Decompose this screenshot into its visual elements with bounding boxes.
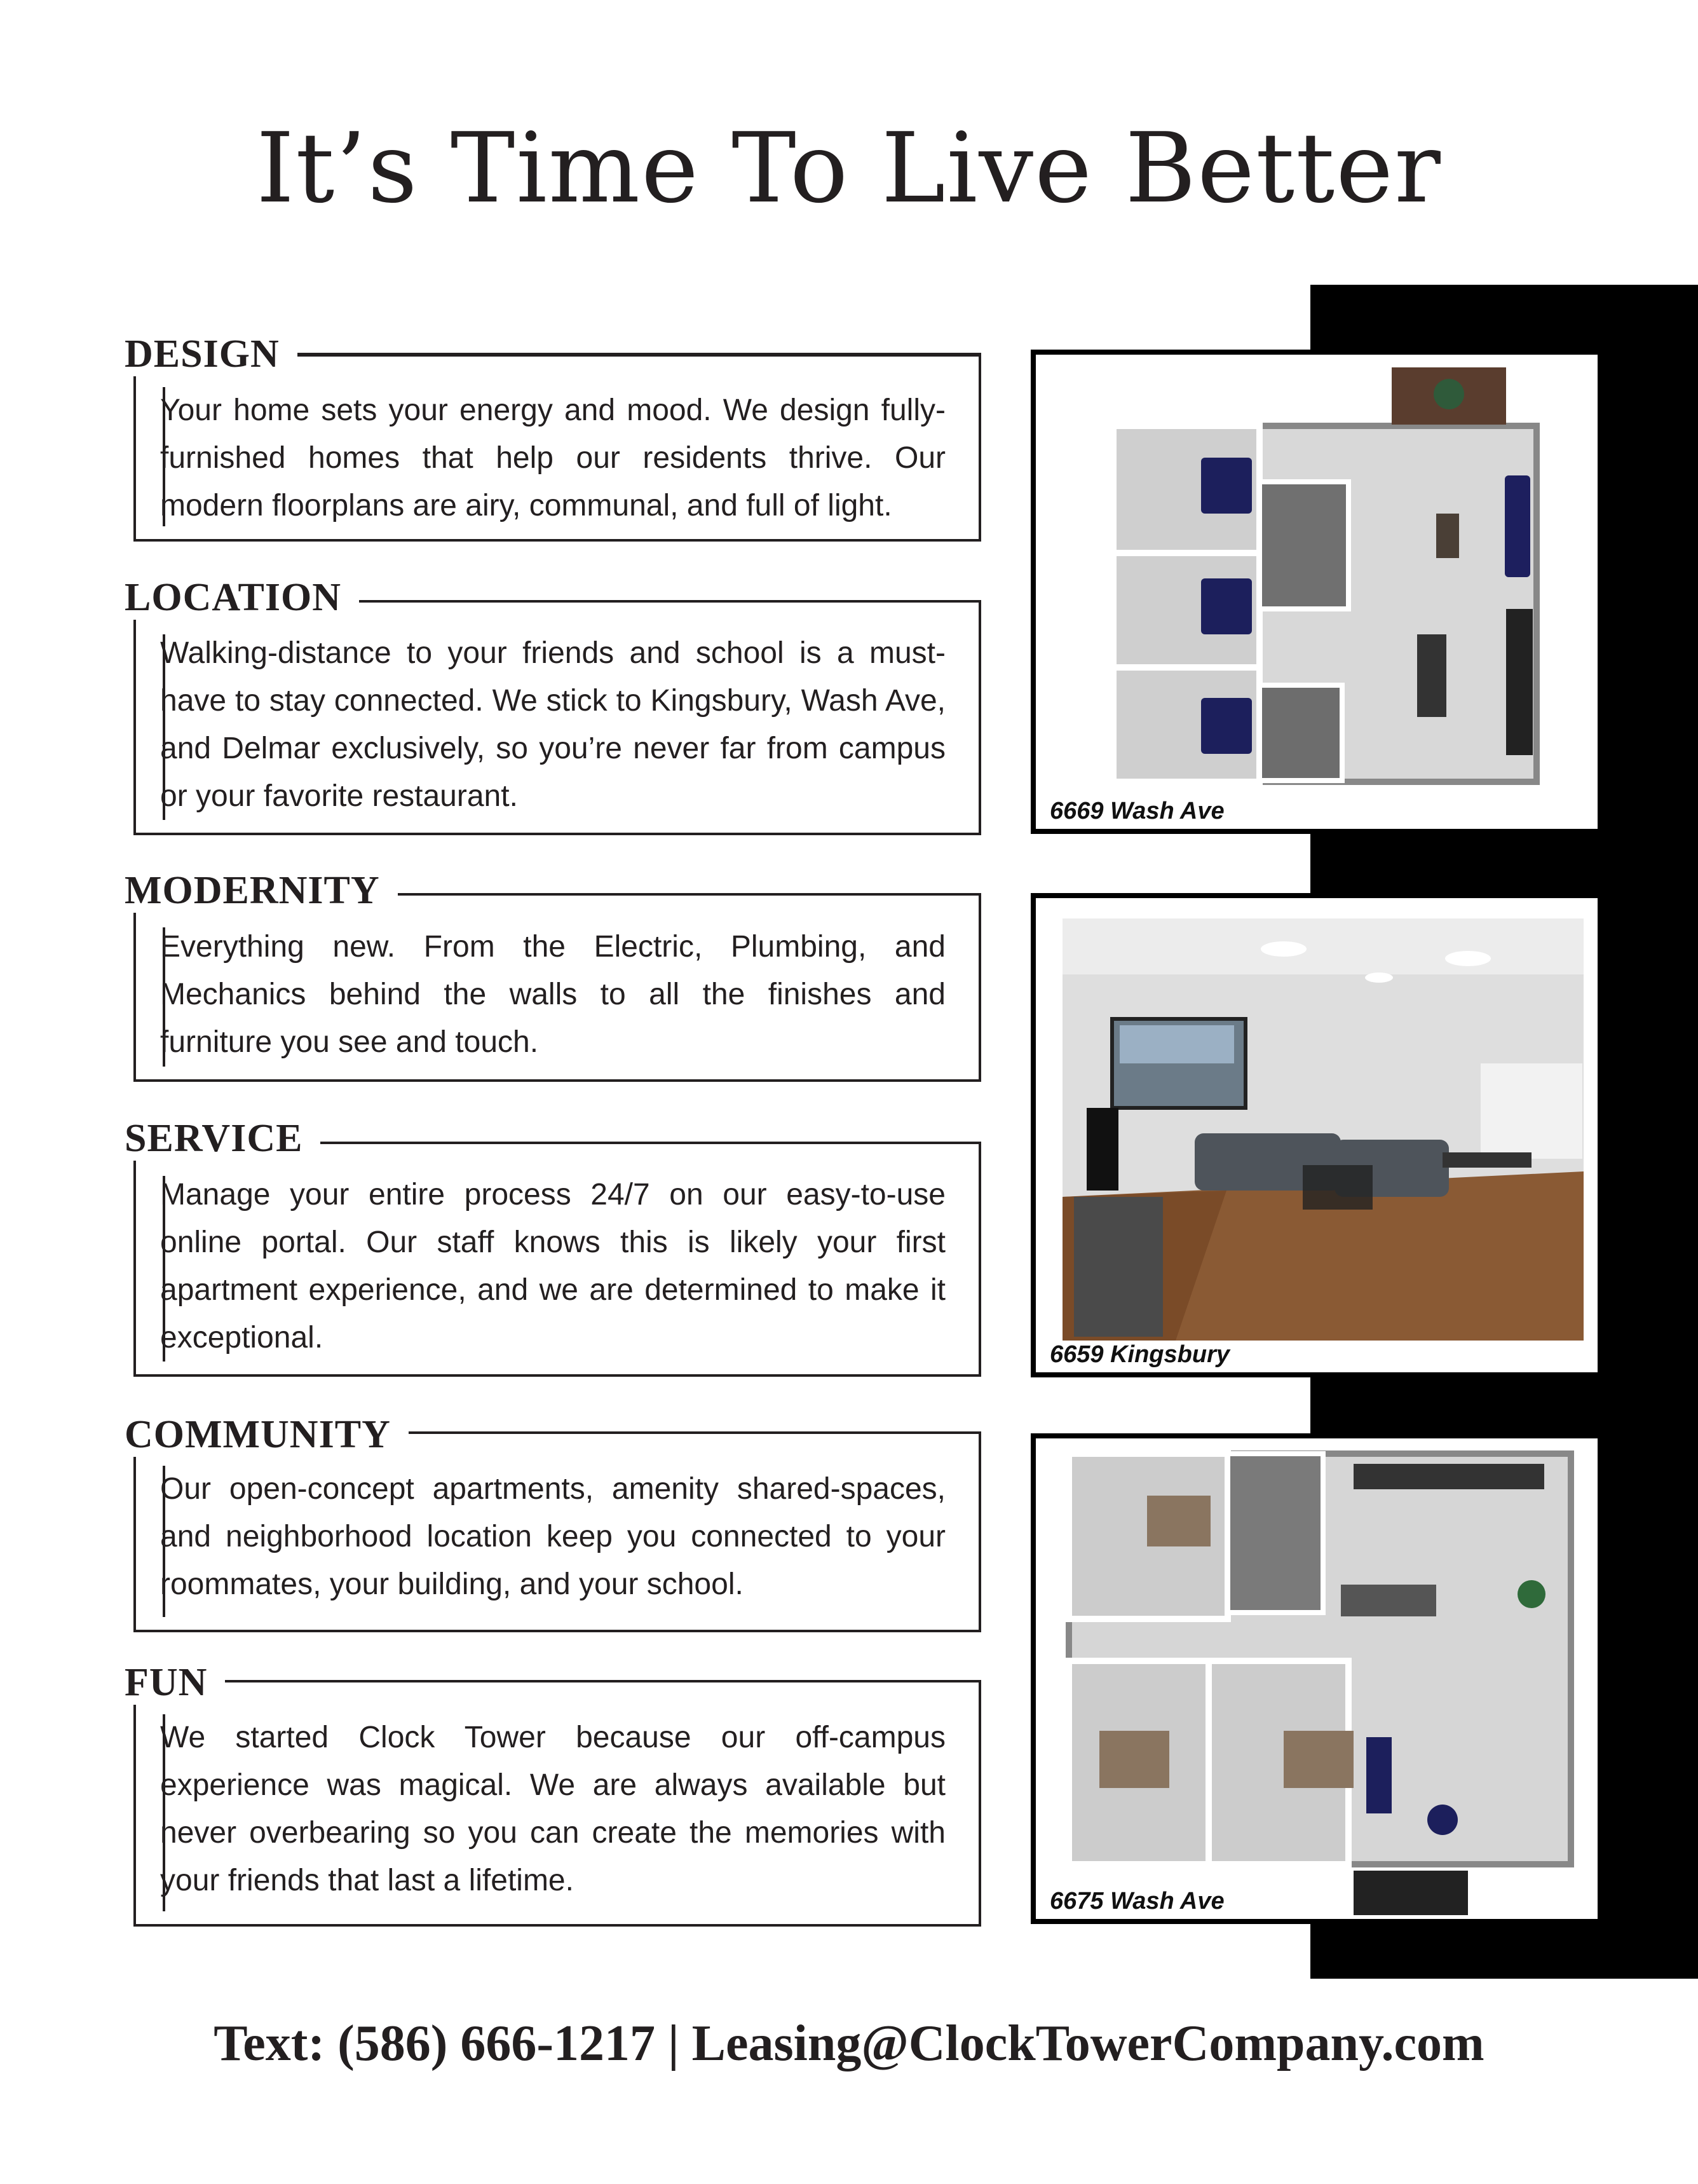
photo-caption-6675: 6675 Wash Ave — [1050, 1888, 1225, 1914]
section-body-service: Manage your entire process 24/7 on our easy-to-use online portal. Our staff knows this is likely your first apartment experience, and we are determined to make it exceptional. — [160, 1178, 946, 1355]
section-heading-fun: FUN — [125, 1660, 225, 1705]
interior-photo-graphic — [1036, 898, 1598, 1372]
section-body-community: Our open-concept apartments, amenity shared-spaces, and neighborhood location keep you connected to your roommates, your building, and your school. — [160, 1472, 946, 1601]
section-body-design: Your home sets your energy and mood. We design fully-furnished homes that help our residents thrive. Our modern floorplans are airy, communal, and full of light. — [160, 393, 946, 522]
section-body-fun: We started Clock Tower because our off-campus experience was magical. We are always available but never overbearing so you can create the memories with your friends that last a lifetime. — [160, 1721, 946, 1897]
interior-photo-6659 — [1031, 893, 1603, 1377]
floorplan-3-graphic — [1036, 1438, 1598, 1919]
photo-caption-6659: 6659 Kingsbury — [1050, 1341, 1230, 1368]
floorplan-image-6675 — [1031, 1433, 1603, 1924]
section-heading-modernity: MODERNITY — [125, 868, 398, 913]
section-body-location: Walking-distance to your friends and school is a must-have to stay connected. We stick to Kingsbury, Wash Ave, and Delmar exclusively, so you’re never far from campus or your favorite restaurant. — [160, 636, 946, 813]
floorplan-image-6669 — [1031, 350, 1603, 834]
contact-footer: Text: (586) 666-1217 | Leasing@ClockTowerCompany.com — [214, 2016, 1484, 2071]
photo-caption-6669: 6669 Wash Ave — [1050, 798, 1225, 824]
section-heading-location: LOCATION — [125, 575, 359, 620]
page-title: It’s Time To Live Better — [256, 112, 1442, 224]
section-heading-community: COMMUNITY — [125, 1412, 409, 1457]
floorplan-1-graphic — [1036, 355, 1598, 829]
section-heading-service: SERVICE — [125, 1116, 320, 1161]
section-body-modernity: Everything new. From the Electric, Plumbing, and Mechanics behind the walls to all the finishes and furniture you see and touch. — [160, 930, 946, 1059]
section-heading-design: DESIGN — [125, 332, 297, 376]
